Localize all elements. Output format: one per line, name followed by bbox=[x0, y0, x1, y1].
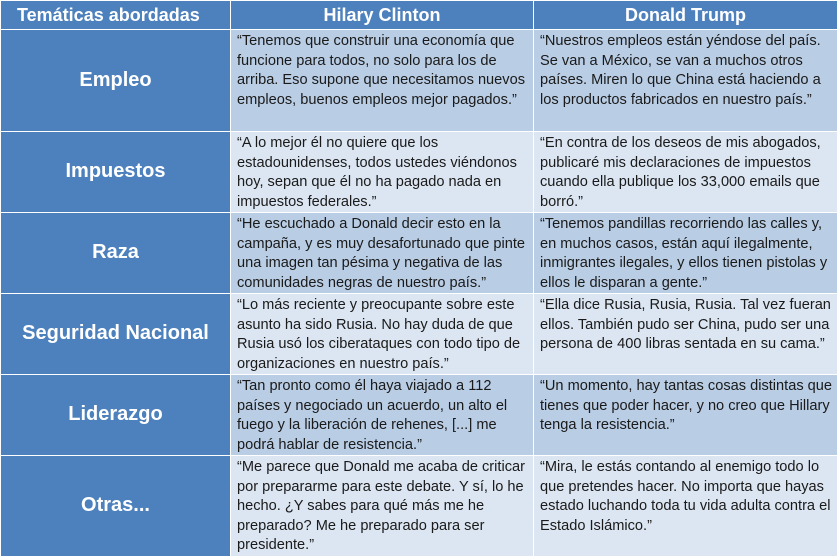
trump-quote: “Tenemos pandillas recorriendo las calles y, en muchos casos, están aquí ilegalmente, inmigrantes ilegales, y ellos tienen pistolas y ellos le disparan a gente.” bbox=[534, 213, 837, 294]
topic-cell: Raza bbox=[1, 213, 231, 294]
clinton-quote: “Tan pronto como él haya viajado a 112 países y negociado un acuerdo, un alto el fuego y la liberación de rehenes, [...] me podrá hablar de resistencia.” bbox=[231, 375, 534, 456]
topic-cell: Impuestos bbox=[1, 132, 231, 213]
header-row bbox=[1, 1, 837, 30]
trump-quote: “En contra de los deseos de mis abogados, publicaré mis declaraciones de impuestos cuando ella publique los 33,000 emails que borró.” bbox=[534, 132, 837, 213]
trump-quote: “Nuestros empleos están yéndose del país. Se van a México, se van a muchos otros países. Miren lo que China está haciendo a los productos fabricados en nuestro país.” bbox=[534, 30, 837, 132]
clinton-quote: “A lo mejor él no quiere que los estadounidenses, todos ustedes viéndonos hoy, sepan que él no ha pagado nada en impuestos federales.” bbox=[231, 132, 534, 213]
trump-quote: “Mira, le estás contando al enemigo todo lo que pretendes hacer. No importa que hayas estado luchando toda tu vida adulta contra el Estado Islámico.” bbox=[534, 456, 837, 557]
topic-cell: Seguridad Nacional bbox=[1, 294, 231, 375]
header-clinton: Hilary Clinton bbox=[231, 1, 534, 30]
header-trump: Donald Trump bbox=[534, 1, 837, 30]
table-row bbox=[1, 213, 837, 294]
header-topics: Temáticas abordadas bbox=[1, 1, 231, 30]
topic-cell: Otras... bbox=[1, 456, 231, 557]
table-row bbox=[1, 132, 837, 213]
clinton-quote: “Lo más reciente y preocupante sobre este asunto ha sido Rusia. No hay duda de que Rusia usó los ciberataques con todo tipo de organizaciones en nuestro país.” bbox=[231, 294, 534, 375]
table-row bbox=[1, 456, 837, 557]
clinton-quote: “Tenemos que construir una economía que funcione para todos, no solo para los de arriba. Eso supone que necesitamos nuevos empleos, buenos empleos mejor pagados.” bbox=[231, 30, 534, 132]
topic-cell: Empleo bbox=[1, 30, 231, 132]
table-row bbox=[1, 375, 837, 456]
table-row bbox=[1, 30, 837, 132]
table-row bbox=[1, 294, 837, 375]
trump-quote: “Un momento, hay tantas cosas distintas que tienes que poder hacer, y no creo que Hillary tenga la resistencia.” bbox=[534, 375, 837, 456]
clinton-quote: “He escuchado a Donald decir esto en la campaña, y es muy desafortunado que pinte una imagen tan pésima y negativa de las comunidades negras de nuestro país.” bbox=[231, 213, 534, 294]
clinton-quote: “Me parece que Donald me acaba de criticar por prepararme para este debate. Y sí, lo he hecho. ¿Y sabes para qué más me he preparado? Me he preparado para ser presidente.” bbox=[231, 456, 534, 557]
topic-cell: Liderazgo bbox=[1, 375, 231, 456]
trump-quote: “Ella dice Rusia, Rusia, Rusia. Tal vez fueran ellos. También pudo ser China, pudo ser una persona de 400 libras sentada en su cama.” bbox=[534, 294, 837, 375]
